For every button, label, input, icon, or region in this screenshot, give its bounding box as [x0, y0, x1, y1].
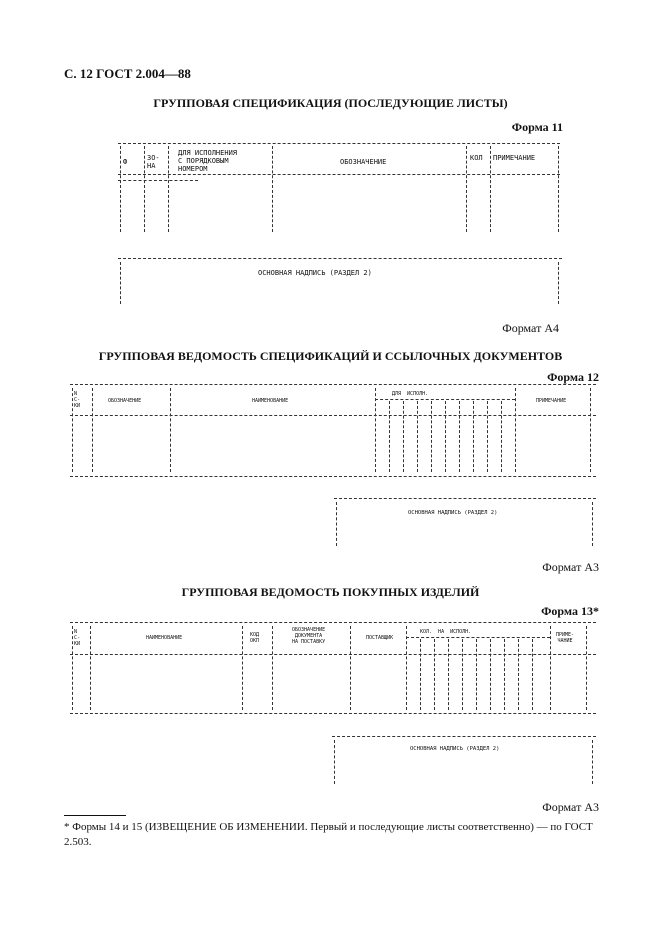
- form11-stamp-text: ОСНОВНАЯ НАДПИСЬ (РАЗДЕЛ 2): [258, 269, 372, 277]
- form12-col-num: N С- КИ: [74, 391, 81, 409]
- footnote: * Формы 14 и 15 (ИЗВЕЩЕНИЕ ОБ ИЗМЕНЕНИИ. Первый и последующие листы соответственно) — по ГОСТ 2.503.: [64, 821, 593, 848]
- form13-col-num: N С- КИ: [74, 629, 81, 647]
- form11-col-note: ПРИМЕЧАНИЕ: [493, 154, 536, 162]
- form13-col-qty: КОЛ. НА ИСПОЛН.: [420, 629, 472, 635]
- form12-col-name: НАИМЕНОВАНИЕ: [252, 398, 289, 404]
- form12-col-variant: ДЛЯ ИСПОЛН.: [392, 391, 429, 397]
- form11-col-variant: ДЛЯ ИСПОЛНЕНИЯ С ПОРЯДКОВЫМ НОМЕРОМ: [178, 149, 238, 173]
- form13-format: Формат А3: [542, 800, 599, 814]
- form11-col-designation: ОБОЗНАЧЕНИЕ: [340, 158, 387, 166]
- page-header: С. 12 ГОСТ 2.004—88: [64, 66, 191, 81]
- form11-col-format: Ф: [123, 158, 128, 166]
- form13-stamp-text: ОСНОВНАЯ НАДПИСЬ (РАЗДЕЛ 2): [410, 746, 500, 752]
- form13-col-name: НАИМЕНОВАНИЕ: [146, 635, 183, 641]
- form13-col-supply-doc: ОБОЗНАЧЕНИЕ ДОКУМЕНТА НА ПОСТАВКУ: [292, 627, 326, 645]
- form13-col-supplier: ПОСТАВЩИК: [366, 635, 394, 641]
- form11-col-zone: ЗО- НА: [147, 154, 160, 170]
- form12-col-designation: ОБОЗНАЧЕНИЕ: [108, 398, 142, 404]
- form13-col-code: КОД ОКП: [250, 632, 260, 644]
- form12-title: ГРУППОВАЯ ВЕДОМОСТЬ СПЕЦИФИКАЦИЙ И ССЫЛОЧНЫХ ДОКУМЕНТОВ: [98, 349, 563, 363]
- form13-col-note: ПРИМЕ- ЧАНИЕ: [556, 632, 575, 644]
- form12-label: Форма 12: [547, 370, 599, 384]
- form13-label: Форма 13*: [541, 604, 599, 618]
- form12-format: Формат А3: [542, 560, 599, 574]
- form11-format: Формат А4: [502, 321, 559, 335]
- form13-title: ГРУППОВАЯ ВЕДОМОСТЬ ПОКУПНЫХ ИЗДЕЛИЙ: [181, 585, 480, 599]
- form11-label: Форма 11: [511, 120, 563, 134]
- footnote-rule: [64, 815, 126, 816]
- form11-col-qty: КОЛ: [470, 154, 483, 162]
- form12-stamp-text: ОСНОВНАЯ НАДПИСЬ (РАЗДЕЛ 2): [408, 510, 498, 516]
- form12-col-note: ПРИМЕЧАНИЕ: [536, 398, 567, 404]
- form11-title: ГРУППОВАЯ СПЕЦИФИКАЦИЯ (ПОСЛЕДУЮЩИЕ ЛИСТЫ): [153, 96, 508, 110]
